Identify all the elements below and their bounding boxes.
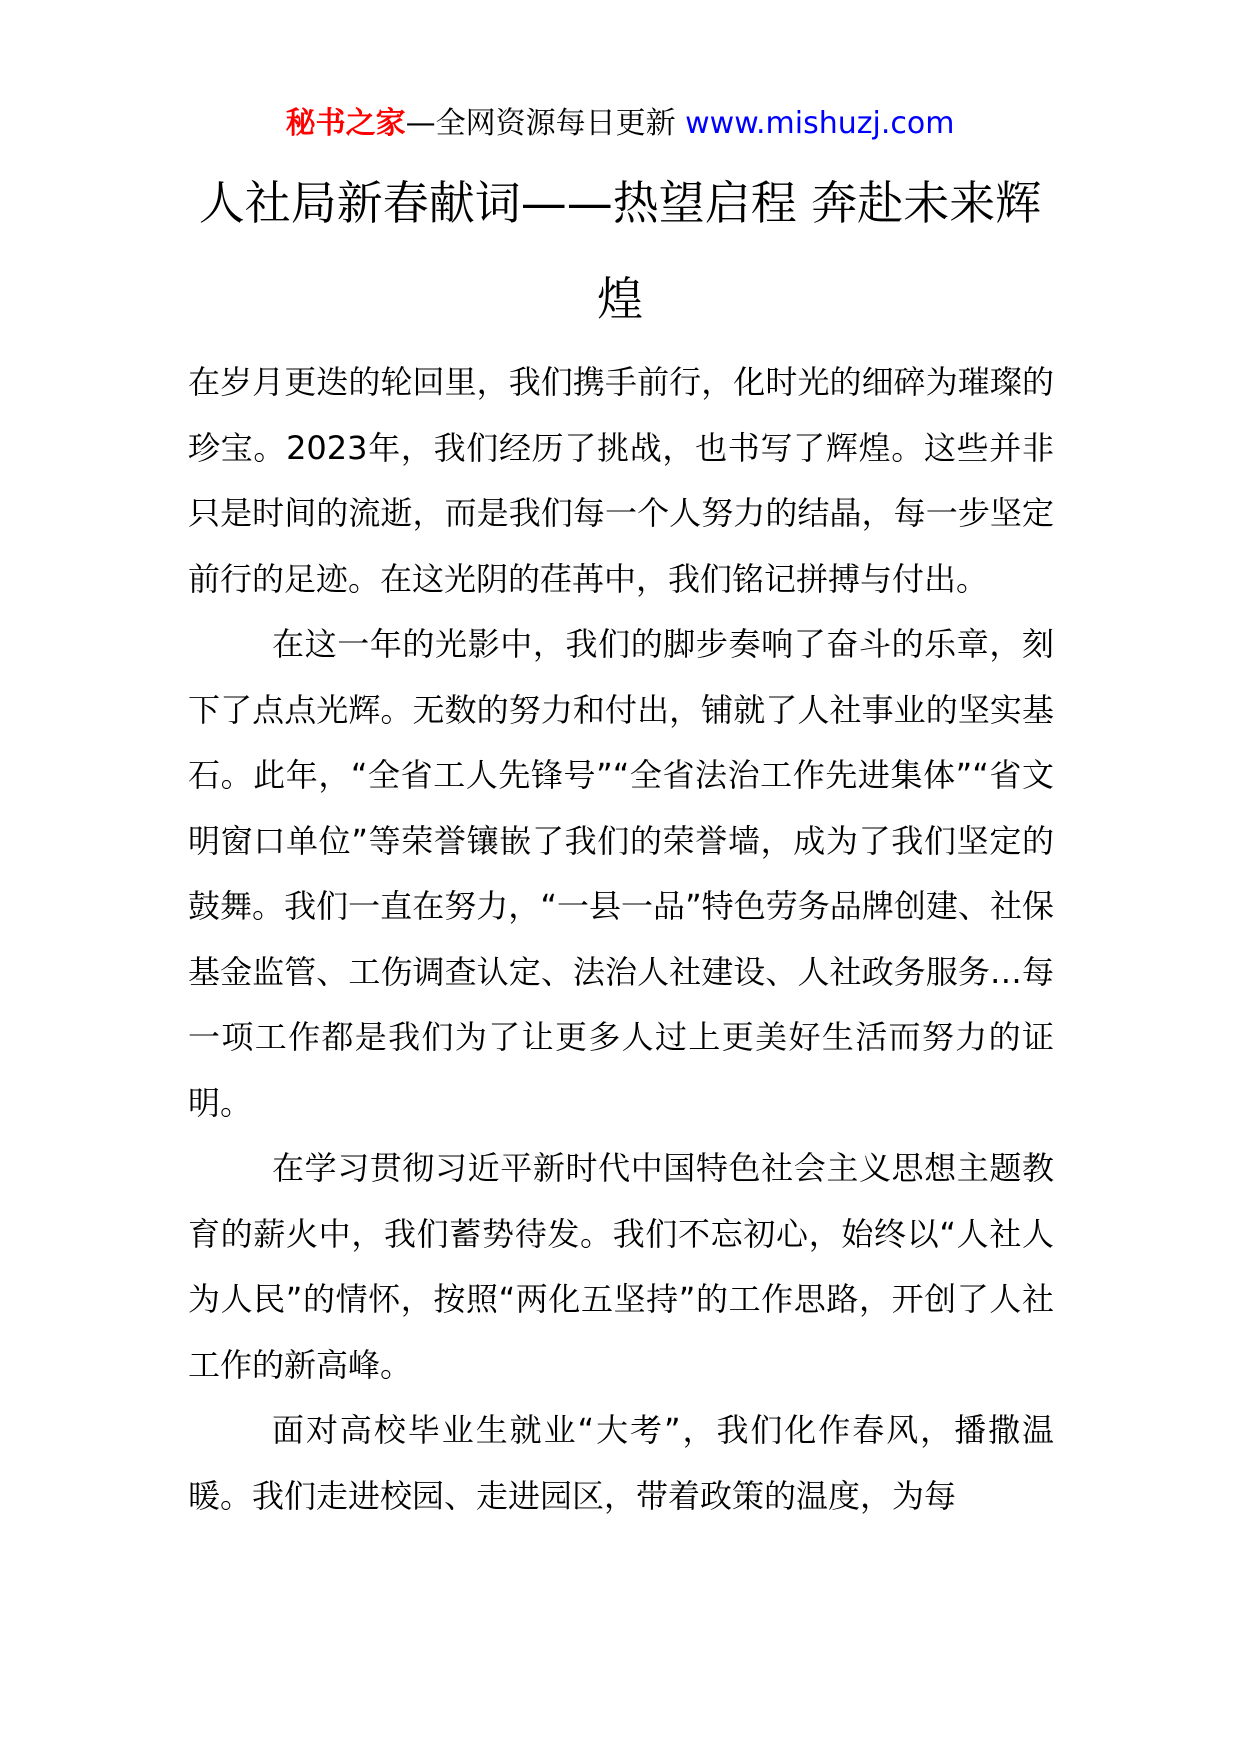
paragraph-1: 在岁月更迭的轮回里，我们携手前行，化时光的细碎为璀璨的珍宝。2023年，我们经历了挑战，也书写了辉煌。这些并非只是时间的流逝，而是我们每一个人努力的结晶，每一步坚定前行的足迹。在这光阴的荏苒中，我们铭记拼搏与付出。 <box>188 363 1054 598</box>
document-title: 人社局新春献词——热望启程 奔赴未来辉煌 <box>198 176 1042 326</box>
site-header <box>0 100 1240 148</box>
site-url-link[interactable]: www.mishuzj.com <box>685 106 955 141</box>
site-slogan: —全网资源每日更新 <box>405 106 676 141</box>
document-body <box>188 350 1054 1529</box>
site-name: 秘书之家 <box>285 106 406 141</box>
paragraph-3: 在学习贯彻习近平新时代中国特色社会主义思想主题教育的薪火中，我们蓄势待发。我们不忘初心，始终以“人社人为人民”的情怀，按照“两化五坚持”的工作思路，开创了人社工作的新高峰。 <box>188 1149 1054 1384</box>
paragraph-2: 在这一年的光影中，我们的脚步奏响了奋斗的乐章，刻下了点点光辉。无数的努力和付出，铺就了人社事业的坚实基石。此年，“全省工人先锋号”“全省法治工作先进集体”“省文明窗口单位”等荣誉镶嵌了我们的荣誉墙，成为了我们坚定的鼓舞。我们一直在努力，“一县一品”特色劳务品牌创建、社保基金监管、工伤调查认定、法治人社建设、人社政务服务…每一项工作都是我们为了让更多人过上更美好生活而努力的证明。 <box>188 625 1054 1122</box>
paragraph-4: 面对高校毕业生就业“大考”，我们化作春风，播撒温暖。我们走进校园、走进园区，带着政策的温度，为每 <box>188 1411 1054 1515</box>
